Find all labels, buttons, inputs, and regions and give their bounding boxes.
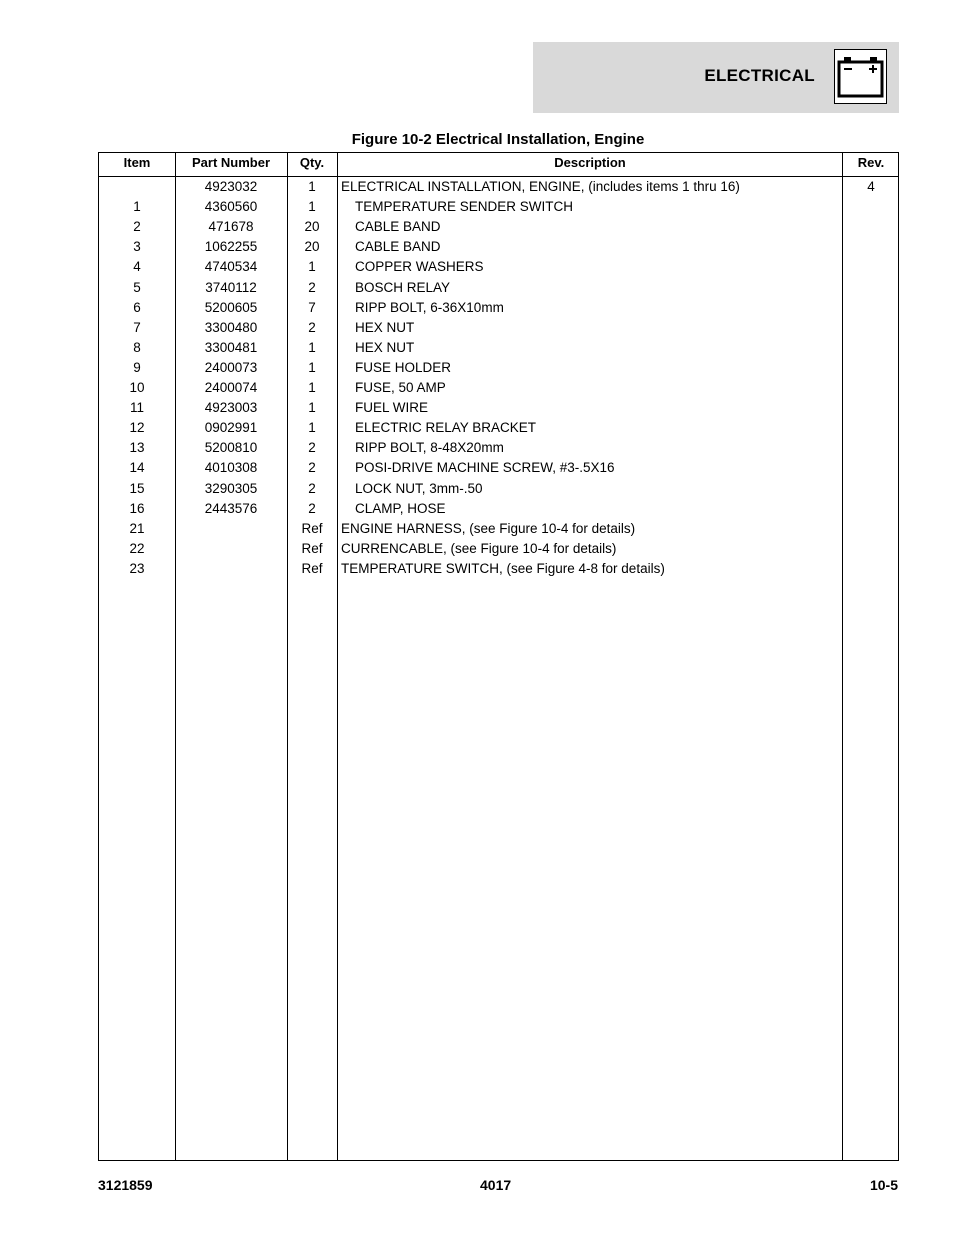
header-rev: Rev. — [857, 155, 885, 170]
item-cell: 13 — [129, 440, 145, 456]
description-cell: HEX NUT — [355, 319, 415, 335]
part-number-cell: 2443576 — [204, 500, 258, 516]
description-cell: CURRENCABLE, (see Figure 10-4 for details) — [341, 540, 617, 556]
table-row — [99, 479, 898, 499]
description-cell: ELECTRICAL INSTALLATION, ENGINE, (includes items 1 thru 16) — [341, 179, 740, 194]
part-number-cell: 471678 — [208, 219, 254, 235]
table-row — [99, 499, 898, 519]
table-row — [99, 237, 898, 257]
item-cell: 11 — [129, 400, 144, 416]
item-cell: 5 — [133, 279, 141, 295]
section-title: ELECTRICAL — [704, 66, 815, 85]
qty-cell: 2 — [308, 480, 316, 496]
qty-cell: 2 — [308, 279, 316, 295]
part-number-cell: 0902991 — [204, 420, 258, 436]
table-row — [99, 197, 898, 217]
table-row — [99, 418, 898, 438]
description-cell: FUSE HOLDER — [355, 359, 452, 375]
part-number-cell: 3300481 — [204, 339, 258, 355]
item-cell: 8 — [133, 339, 141, 355]
part-number-cell: 3290305 — [204, 480, 258, 496]
qty-cell: 2 — [308, 500, 316, 516]
figure-title: Figure 10-2 Electrical Installation, Engine — [351, 131, 645, 148]
item-cell: 10 — [129, 380, 145, 395]
description-cell: TEMPERATURE SENDER SWITCH — [355, 199, 574, 215]
description-cell: FUEL WIRE — [355, 400, 429, 416]
description-cell: ENGINE HARNESS, (see Figure 10-4 for details) — [341, 520, 636, 536]
part-number-cell: 4010308 — [204, 460, 258, 476]
part-number-cell: 1062255 — [204, 239, 258, 255]
item-cell: 15 — [129, 480, 145, 496]
part-number-cell: 4923003 — [204, 400, 258, 416]
table-row — [99, 338, 898, 358]
qty-cell: Ref — [301, 540, 323, 556]
qty-cell: 1 — [308, 199, 316, 215]
item-cell: 4 — [133, 259, 141, 275]
footer-doc-number: 3121859 — [98, 1177, 153, 1193]
item-cell: 23 — [129, 560, 145, 576]
description-cell: COPPER WASHERS — [355, 259, 484, 275]
qty-cell: 2 — [308, 440, 316, 456]
part-number-cell: 2400073 — [204, 359, 258, 375]
qty-cell: 1 — [308, 380, 316, 395]
qty-cell: 2 — [308, 460, 316, 476]
table-row — [99, 278, 898, 298]
table-row — [99, 217, 898, 237]
description-cell: RIPP BOLT, 6-36X10mm — [355, 299, 504, 315]
table-row — [99, 318, 898, 338]
qty-cell: 2 — [308, 319, 316, 335]
description-cell: BOSCH RELAY — [355, 279, 451, 295]
item-cell: 12 — [129, 420, 145, 436]
part-number-cell: 5200605 — [204, 299, 258, 315]
description-cell: ELECTRIC RELAY BRACKET — [355, 420, 537, 436]
part-number-cell: 4923032 — [204, 179, 258, 194]
header-part-number: Part Number — [191, 155, 271, 170]
table-row — [99, 438, 898, 458]
section-tab — [533, 42, 899, 113]
qty-cell: 1 — [308, 359, 316, 375]
item-cell: 22 — [129, 540, 145, 556]
item-cell: 21 — [129, 520, 145, 536]
part-number-cell: 3300480 — [204, 319, 258, 335]
table-row — [99, 539, 898, 559]
item-cell: 7 — [133, 319, 141, 335]
table-row — [99, 519, 898, 539]
header-item: Item — [123, 155, 151, 170]
qty-cell: 1 — [308, 259, 316, 275]
header-qty: Qty. — [299, 155, 325, 170]
description-cell: CABLE BAND — [355, 239, 441, 255]
table-row — [99, 177, 898, 197]
table-header — [99, 153, 898, 177]
description-cell: CLAMP, HOSE — [355, 500, 446, 516]
description-cell: RIPP BOLT, 8-48X20mm — [355, 440, 504, 456]
part-number-cell: 2400074 — [204, 380, 258, 395]
part-number-cell: 4360560 — [204, 199, 258, 215]
header-description: Description — [554, 155, 626, 170]
qty-cell: 1 — [308, 400, 316, 416]
description-cell: POSI-DRIVE MACHINE SCREW, #3-.5X16 — [355, 460, 615, 476]
description-cell: CABLE BAND — [355, 219, 441, 235]
qty-cell: Ref — [301, 520, 323, 536]
rev-cell: 4 — [867, 179, 875, 194]
item-cell: 2 — [133, 219, 141, 235]
item-cell: 14 — [129, 460, 145, 476]
battery-icon — [834, 49, 887, 104]
table-row — [99, 358, 898, 378]
description-cell: HEX NUT — [355, 339, 415, 355]
description-cell: TEMPERATURE SWITCH, (see Figure 4-8 for details) — [341, 560, 665, 576]
qty-cell: 1 — [308, 339, 316, 355]
description-cell: FUSE, 50 AMP — [355, 380, 446, 395]
parts-table — [98, 152, 899, 1161]
part-number-cell: 4740534 — [204, 259, 258, 275]
item-cell: 16 — [129, 500, 145, 516]
table-row — [99, 298, 898, 318]
qty-cell: 7 — [308, 299, 316, 315]
table-row — [99, 559, 898, 579]
footer-page-number: 10-5 — [869, 1177, 898, 1193]
table-row — [99, 378, 898, 398]
qty-cell: 20 — [304, 239, 320, 255]
table-row — [99, 458, 898, 478]
item-cell: 9 — [133, 359, 141, 375]
table-row — [99, 398, 898, 418]
part-number-cell: 5200810 — [204, 440, 258, 456]
qty-cell: Ref — [301, 560, 323, 576]
item-cell: 1 — [133, 199, 141, 215]
description-cell: LOCK NUT, 3mm-.50 — [355, 480, 483, 496]
item-cell: 3 — [133, 239, 141, 255]
footer-model: 4017 — [480, 1177, 512, 1193]
qty-cell: 20 — [304, 219, 320, 235]
qty-cell: 1 — [308, 179, 316, 194]
table-row — [99, 257, 898, 277]
qty-cell: 1 — [308, 420, 316, 436]
item-cell: 6 — [133, 299, 141, 315]
part-number-cell: 3740112 — [205, 279, 257, 295]
